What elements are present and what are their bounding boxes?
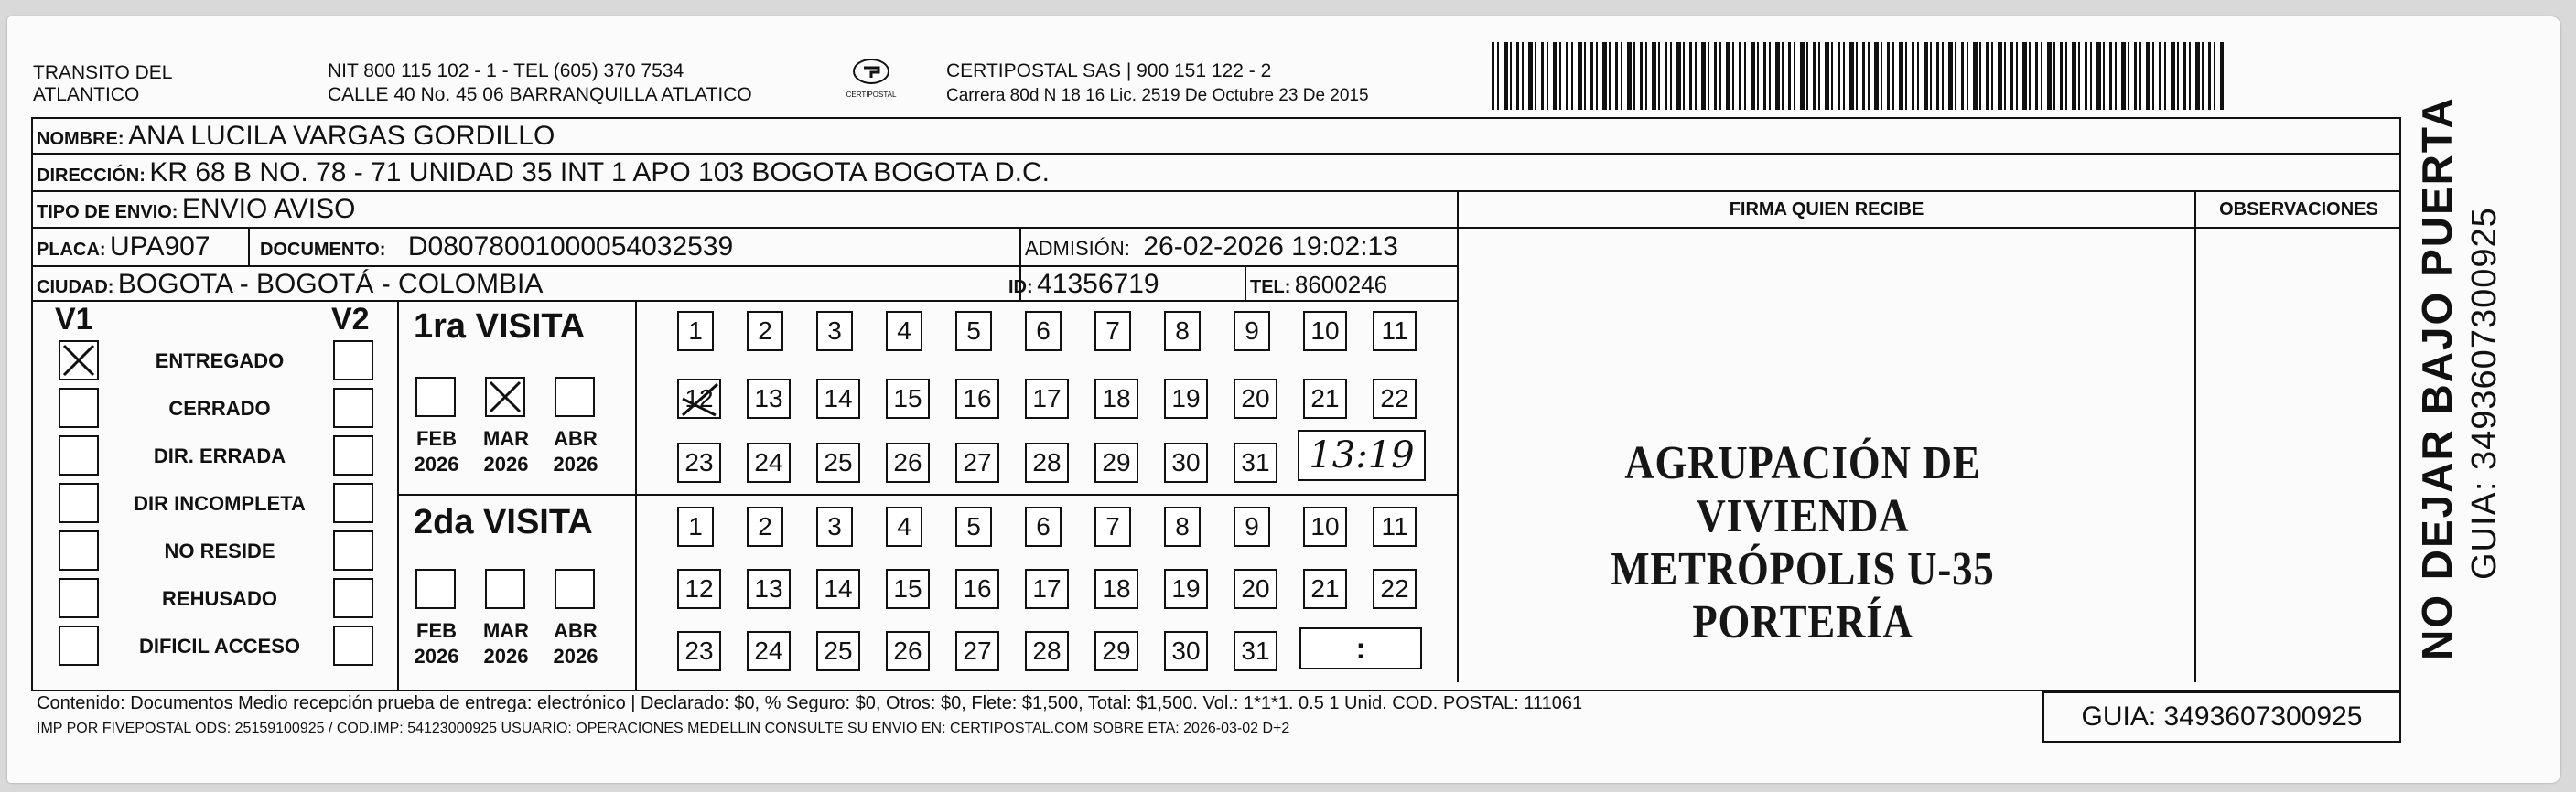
day-number: 24 bbox=[754, 448, 783, 476]
day-number: 29 bbox=[1102, 448, 1131, 476]
day-box[interactable] bbox=[1164, 379, 1208, 419]
day-box[interactable] bbox=[1025, 311, 1062, 351]
ciudad-field bbox=[37, 267, 543, 306]
day-number: 9 bbox=[1245, 316, 1259, 345]
day-number: 25 bbox=[824, 448, 853, 476]
day-box[interactable] bbox=[1373, 379, 1417, 419]
sender-nit: NIT 800 115 102 - 1 - TEL (605) 370 7534 bbox=[328, 60, 684, 81]
day-box[interactable] bbox=[677, 443, 721, 483]
month-name: FEB bbox=[416, 427, 457, 450]
day-box[interactable] bbox=[1234, 631, 1277, 671]
ciudad-label: CIUDAD: bbox=[37, 277, 114, 297]
month-name: MAR bbox=[482, 427, 530, 450]
day-box[interactable] bbox=[886, 311, 922, 351]
v1-checkbox[interactable] bbox=[59, 626, 99, 666]
stamp-line2: METRÓPOLIS U-35 bbox=[1611, 543, 1995, 595]
day-number: 4 bbox=[897, 512, 911, 540]
status-label: DIFICIL ACCESO bbox=[138, 635, 300, 658]
day-number: 14 bbox=[824, 384, 853, 412]
day-box[interactable] bbox=[677, 631, 721, 671]
day-box[interactable] bbox=[1234, 569, 1277, 609]
placa-field bbox=[37, 230, 210, 269]
footer-contenido: Contenido: Documentos Medio recepción prueba de entrega: electrónico | Declarado: $0, % Seguro: $0, Otros: $0, Flete: $1,500, Total: $1,500. Vol.: 1*1*1. 0.5 1 Unid. COD. POSTAL: 111061 bbox=[37, 693, 1583, 713]
day-box[interactable] bbox=[955, 507, 992, 547]
day-number: 20 bbox=[1241, 384, 1270, 412]
month-name: ABR bbox=[554, 619, 598, 642]
visit1-time-box[interactable] bbox=[1298, 430, 1426, 481]
day-number: 25 bbox=[824, 637, 853, 665]
status-label: CERRADO bbox=[168, 397, 271, 420]
v2-checkbox[interactable] bbox=[333, 388, 373, 428]
day-box[interactable] bbox=[1373, 311, 1417, 351]
day-box[interactable] bbox=[955, 379, 999, 419]
day-number: 21 bbox=[1310, 574, 1340, 603]
month-checkbox[interactable] bbox=[555, 569, 595, 609]
day-number: 10 bbox=[1310, 512, 1340, 540]
month-checkbox[interactable] bbox=[415, 377, 456, 417]
v1-checkbox[interactable] bbox=[59, 530, 99, 571]
visit1-time: 13:19 bbox=[1309, 434, 1415, 476]
day-number: 4 bbox=[897, 316, 911, 345]
day-box[interactable] bbox=[816, 507, 853, 547]
documento-value: D08078001000054032539 bbox=[407, 231, 734, 262]
month-checkbox[interactable] bbox=[485, 377, 525, 417]
day-number: 2 bbox=[758, 512, 772, 540]
month-name: FEB bbox=[416, 619, 457, 642]
day-number: 27 bbox=[963, 637, 992, 665]
day-box[interactable] bbox=[955, 443, 999, 483]
visit2-time: : bbox=[1355, 631, 1366, 665]
day-box[interactable] bbox=[886, 443, 930, 483]
day-box[interactable] bbox=[1234, 379, 1277, 419]
v2-label: V2 bbox=[331, 302, 370, 337]
day-number: 3 bbox=[827, 512, 842, 540]
day-box[interactable] bbox=[677, 507, 714, 547]
day-box[interactable] bbox=[886, 631, 930, 671]
id-field bbox=[1008, 267, 1159, 306]
month-label bbox=[474, 618, 538, 669]
day-box[interactable] bbox=[747, 379, 791, 419]
day-box[interactable] bbox=[1094, 569, 1138, 609]
day-box[interactable] bbox=[747, 443, 791, 483]
day-box[interactable] bbox=[1094, 631, 1138, 671]
day-number: 22 bbox=[1380, 384, 1409, 412]
day-box[interactable] bbox=[1164, 569, 1208, 609]
day-number: 27 bbox=[963, 448, 992, 476]
day-number: 24 bbox=[754, 637, 783, 665]
day-number: 5 bbox=[966, 512, 981, 540]
month-label bbox=[544, 618, 608, 669]
day-box[interactable] bbox=[1025, 443, 1069, 483]
v1-label: V1 bbox=[55, 302, 93, 337]
day-box[interactable] bbox=[1303, 379, 1347, 419]
day-number: 26 bbox=[893, 448, 922, 476]
day-box[interactable] bbox=[1094, 379, 1138, 419]
status-label: DIR. ERRADA bbox=[153, 444, 286, 467]
day-box[interactable] bbox=[677, 379, 721, 419]
day-box[interactable] bbox=[1303, 569, 1347, 609]
day-number: 1 bbox=[688, 512, 703, 540]
day-number: 28 bbox=[1032, 637, 1062, 665]
barcode bbox=[1492, 42, 2224, 110]
day-number: 1 bbox=[688, 316, 703, 345]
footer-imp: IMP POR FIVEPOSTAL ODS: 25159100925 / COD.IMP: 54123000925 USUARIO: OPERACIONES MEDELLIN CONSULTE SU ENVIO EN: CERTIPOSTAL.COM SOBRE ETA: 2026-03-02 D+2 bbox=[37, 721, 1290, 736]
day-box[interactable] bbox=[1164, 443, 1208, 483]
day-number: 2 bbox=[758, 316, 772, 345]
admision-value: 26-02-2026 19:02:13 bbox=[1143, 231, 1398, 262]
observaciones-label: OBSERVACIONES bbox=[2219, 199, 2378, 219]
admision-field bbox=[1025, 230, 1398, 269]
v2-checkbox[interactable] bbox=[333, 483, 373, 523]
logo-icon bbox=[851, 57, 891, 86]
day-number: 12 bbox=[684, 384, 714, 412]
day-number: 6 bbox=[1036, 512, 1051, 540]
month-name: ABR bbox=[554, 427, 598, 450]
nombre-field bbox=[37, 119, 555, 158]
day-box[interactable] bbox=[816, 631, 860, 671]
check-mark-icon bbox=[679, 380, 721, 419]
day-number: 6 bbox=[1036, 316, 1051, 345]
direccion-value: KR 68 B NO. 78 - 71 UNIDAD 35 INT 1 APO 103 BOGOTA BOGOTA D.C. bbox=[149, 157, 1051, 187]
month-label bbox=[474, 426, 538, 477]
v1-checkbox[interactable] bbox=[59, 578, 99, 618]
day-number: 26 bbox=[893, 637, 922, 665]
day-number: 28 bbox=[1032, 448, 1062, 476]
certipostal-logo bbox=[844, 57, 899, 99]
visit2-time-box[interactable] bbox=[1299, 627, 1422, 669]
month-name: MAR bbox=[482, 619, 530, 642]
month-label bbox=[404, 618, 469, 669]
placa-value: UPA907 bbox=[110, 231, 210, 262]
day-box[interactable] bbox=[1303, 311, 1347, 351]
day-number: 31 bbox=[1241, 448, 1270, 476]
id-value: 41356719 bbox=[1037, 269, 1159, 299]
day-number: 14 bbox=[824, 574, 853, 603]
day-box[interactable] bbox=[816, 569, 860, 609]
day-box[interactable] bbox=[1303, 507, 1347, 547]
day-number: 11 bbox=[1381, 512, 1408, 540]
direccion-field bbox=[37, 155, 1050, 195]
day-number: 18 bbox=[1102, 574, 1131, 603]
day-box[interactable] bbox=[1234, 311, 1270, 351]
status-label: ENTREGADO bbox=[155, 349, 285, 372]
tel-field bbox=[1250, 267, 1387, 306]
day-box[interactable] bbox=[1025, 569, 1069, 609]
day-number: 19 bbox=[1171, 574, 1201, 603]
ciudad-value: BOGOTA - BOGOTÁ - COLOMBIA bbox=[117, 269, 544, 299]
day-box[interactable] bbox=[955, 569, 999, 609]
month-year: 2026 bbox=[414, 453, 459, 476]
day-box[interactable] bbox=[1025, 631, 1069, 671]
day-box[interactable] bbox=[886, 569, 930, 609]
v2-checkbox[interactable] bbox=[333, 340, 373, 380]
day-box[interactable] bbox=[747, 311, 783, 351]
day-box[interactable] bbox=[1025, 507, 1062, 547]
sender-name-line1: TRANSITO DEL bbox=[33, 62, 173, 83]
sender-address: CALLE 40 No. 45 06 BARRANQUILLA ATLATICO bbox=[328, 84, 752, 105]
day-number: 30 bbox=[1171, 637, 1201, 665]
day-box[interactable] bbox=[955, 311, 992, 351]
id-label: ID: bbox=[1008, 277, 1033, 297]
day-box[interactable] bbox=[1234, 443, 1277, 483]
month-year: 2026 bbox=[414, 645, 459, 668]
day-number: 17 bbox=[1032, 384, 1062, 412]
status-label: DIR INCOMPLETA bbox=[134, 492, 306, 515]
tipo-envio-label: TIPO DE ENVIO: bbox=[37, 202, 178, 222]
day-number: 8 bbox=[1175, 512, 1190, 540]
day-box[interactable] bbox=[816, 311, 853, 351]
v1-checkbox[interactable] bbox=[59, 483, 99, 523]
day-box[interactable] bbox=[1164, 311, 1201, 351]
day-number: 5 bbox=[966, 316, 981, 345]
documento-field bbox=[260, 230, 733, 269]
month-label bbox=[404, 426, 469, 477]
day-number: 15 bbox=[893, 574, 922, 603]
day-box[interactable] bbox=[1094, 507, 1131, 547]
company-name: CERTIPOSTAL SAS | 900 151 122 - 2 bbox=[946, 60, 1272, 81]
day-number: 10 bbox=[1310, 316, 1340, 345]
day-box[interactable] bbox=[1234, 507, 1270, 547]
day-number: 16 bbox=[963, 384, 992, 412]
direccion-label: DIRECCIÓN: bbox=[37, 166, 146, 186]
day-number: 18 bbox=[1102, 384, 1131, 412]
tel-value: 8600246 bbox=[1294, 271, 1388, 298]
day-number: 7 bbox=[1105, 512, 1120, 540]
logo-text: CERTIPOSTAL bbox=[846, 91, 897, 99]
month-year: 2026 bbox=[553, 645, 598, 668]
tipo-envio-value: ENVIO AVISO bbox=[181, 194, 356, 224]
admision-label: ADMISIÓN: bbox=[1025, 237, 1130, 260]
side-guia: GUIA: 3493607300925 bbox=[2465, 207, 2504, 580]
day-box[interactable] bbox=[1373, 569, 1417, 609]
day-box[interactable] bbox=[747, 631, 791, 671]
day-number: 13 bbox=[754, 384, 783, 412]
day-number: 7 bbox=[1105, 316, 1120, 345]
day-number: 17 bbox=[1032, 574, 1062, 603]
day-box[interactable] bbox=[1025, 379, 1069, 419]
month-label bbox=[544, 426, 608, 477]
month-checkbox[interactable] bbox=[485, 569, 525, 609]
footer-guia: GUIA: 3493607300925 bbox=[2081, 701, 2363, 732]
month-year: 2026 bbox=[553, 453, 598, 476]
day-box[interactable] bbox=[1373, 507, 1417, 547]
day-box[interactable] bbox=[816, 443, 860, 483]
v2-checkbox[interactable] bbox=[333, 626, 373, 666]
visit1-title: 1ra VISITA bbox=[414, 307, 586, 346]
day-box[interactable] bbox=[886, 507, 922, 547]
status-label: NO RESIDE bbox=[164, 540, 275, 562]
status-label: REHUSADO bbox=[162, 587, 277, 610]
day-number: 23 bbox=[684, 448, 714, 476]
day-number: 15 bbox=[893, 384, 922, 412]
day-number: 31 bbox=[1241, 637, 1270, 665]
day-number: 20 bbox=[1241, 574, 1270, 603]
day-number: 21 bbox=[1310, 384, 1340, 412]
day-box[interactable] bbox=[677, 569, 721, 609]
nombre-value: ANA LUCILA VARGAS GORDILLO bbox=[128, 121, 555, 151]
company-address: Carrera 80d N 18 16 Lic. 2519 De Octubre 23 De 2015 bbox=[946, 86, 1369, 105]
day-number: 13 bbox=[754, 574, 783, 603]
month-checkbox[interactable] bbox=[555, 377, 595, 417]
day-number: 16 bbox=[963, 574, 992, 603]
day-box[interactable] bbox=[1164, 631, 1208, 671]
day-number: 12 bbox=[684, 574, 714, 603]
stamp-line1: AGRUPACIÓN DE VIVIENDA bbox=[1624, 437, 1981, 542]
day-box[interactable] bbox=[955, 631, 999, 671]
v2-checkbox[interactable] bbox=[333, 578, 373, 618]
v1-checkbox[interactable] bbox=[59, 435, 99, 476]
reception-stamp bbox=[1558, 437, 2046, 649]
stamp-line3: PORTERÍA bbox=[1692, 596, 1913, 648]
nombre-label: NOMBRE: bbox=[37, 129, 124, 149]
visit2-title: 2da VISITA bbox=[414, 503, 593, 541]
v1-checkbox[interactable] bbox=[59, 388, 99, 428]
v1-checkbox[interactable] bbox=[59, 340, 99, 380]
day-number: 9 bbox=[1245, 512, 1259, 540]
day-number: 30 bbox=[1171, 448, 1201, 476]
day-box[interactable] bbox=[816, 379, 860, 419]
v2-checkbox[interactable] bbox=[333, 435, 373, 476]
firma-label: FIRMA QUIEN RECIBE bbox=[1729, 199, 1924, 219]
v2-checkbox[interactable] bbox=[333, 530, 373, 571]
tel-label: TEL: bbox=[1250, 277, 1291, 297]
day-number: 23 bbox=[684, 637, 714, 665]
day-box[interactable] bbox=[747, 507, 783, 547]
sender-name-line2: ATLANTICO bbox=[33, 84, 140, 105]
day-box[interactable] bbox=[747, 569, 791, 609]
day-box[interactable] bbox=[1094, 443, 1138, 483]
day-number: 22 bbox=[1380, 574, 1409, 603]
day-number: 3 bbox=[827, 316, 842, 345]
footer-guia-box bbox=[2042, 691, 2401, 743]
tipo-envio-field bbox=[37, 192, 355, 231]
day-number: 11 bbox=[1381, 316, 1408, 345]
day-box[interactable] bbox=[677, 311, 714, 351]
month-year: 2026 bbox=[483, 645, 529, 668]
day-number: 19 bbox=[1171, 384, 1201, 412]
month-checkbox[interactable] bbox=[415, 569, 456, 609]
day-number: 29 bbox=[1102, 637, 1131, 665]
day-box[interactable] bbox=[886, 379, 930, 419]
side-no-dejar: NO DEJAR BAJO PUERTA bbox=[2413, 96, 2461, 660]
day-box[interactable] bbox=[1094, 311, 1131, 351]
documento-label: DOCUMENTO: bbox=[260, 240, 386, 260]
month-year: 2026 bbox=[483, 453, 529, 476]
day-number: 8 bbox=[1175, 316, 1190, 345]
placa-label: PLACA: bbox=[37, 240, 106, 260]
day-box[interactable] bbox=[1164, 507, 1201, 547]
